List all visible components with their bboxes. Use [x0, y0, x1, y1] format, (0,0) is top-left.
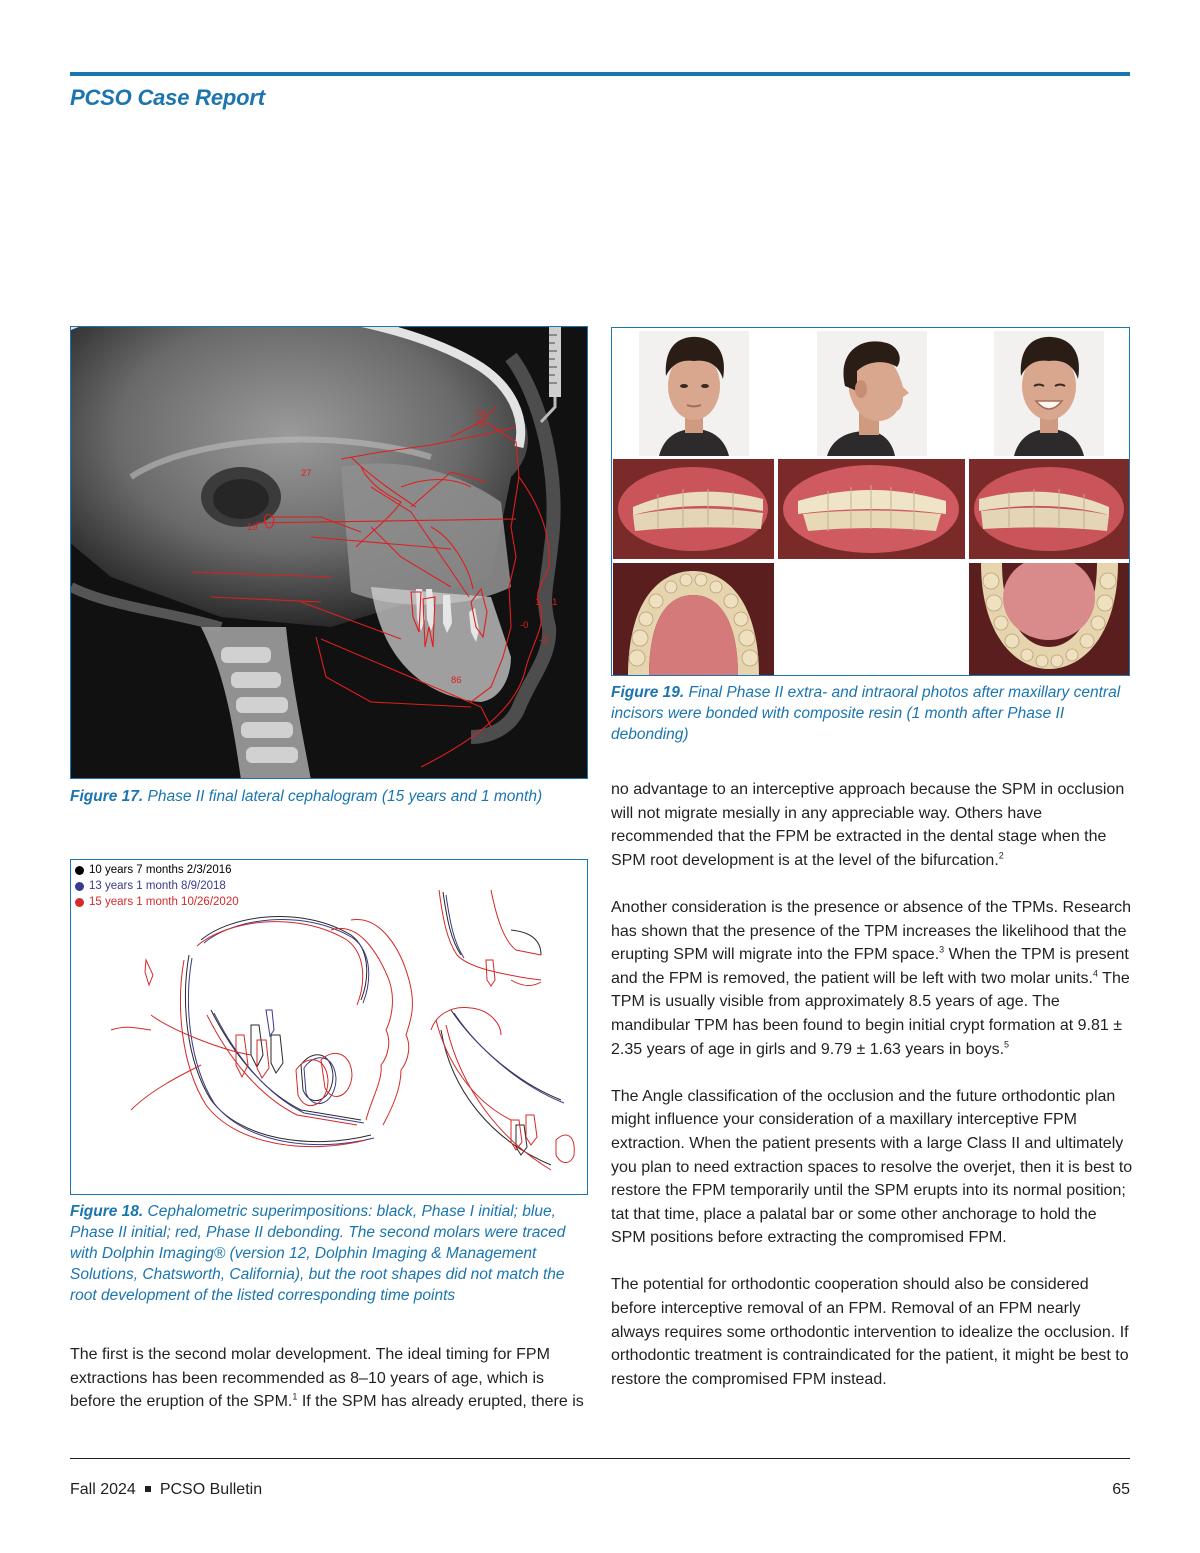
figure-18-superimposition — [70, 859, 588, 1195]
photo-intraoral-right — [613, 459, 774, 559]
right-paragraph-4: The potential for orthodontic cooperation should also be considered before interceptive removal of an FPM. Removal of an FPM nearly always requires some orthodontic intervention to idealize the occlusion. If orthodontic treatment is contraindicated for the patient, it might be best to restore the compromised FPM instead. — [611, 1276, 1129, 1388]
right-paragraph-1: no advantage to an interceptive approach because the SPM in occlusion will not migrate mesially in any appreciable way. Others have recommended that the FPM be extracted in the dental stage when the SPM root development is at the level of the bifurcation.$^2$ — [611, 781, 1125, 869]
legend-text: 13 years 1 month 8/9/2018 — [89, 880, 226, 892]
legend-dot-blue — [75, 882, 84, 891]
left-column-text — [70, 1343, 590, 1414]
ceph-annotation-78a: 78 — [475, 409, 486, 420]
figure-17-cephalogram — [70, 326, 588, 779]
photo-frontal-face — [639, 331, 749, 456]
legend-text: 10 years 7 months 2/3/2016 — [89, 864, 232, 876]
ceph-annotation-78b: 78 — [475, 419, 486, 430]
photo-occlusal-mandibular — [969, 563, 1130, 676]
legend-entry-phase-2-initial — [75, 878, 239, 894]
ceph-annotation-1: 1 — [535, 597, 541, 608]
ceph-annotation-19: 19 — [247, 522, 258, 533]
photo-smiling-face — [994, 331, 1104, 456]
figure-17-label: Figure 17. — [70, 788, 144, 805]
figure-17-caption-text: Phase II final lateral cephalogram (15 years and 1 month) — [143, 788, 543, 805]
superimposition-tracing — [71, 860, 588, 1195]
right-paragraph-2: Another consideration is the presence or absence of the TPMs. Research has shown that the presence of the TPM increases the likelihood that the erupting SPM will migrate into the FPM space.$^3$ When the TPM is present and the FPM is removed, the patient will be left with two molar units.$^4$ The TPM is usually visible from approximately 8.5 years of age. The mandibular TPM has been found to begin initial crypt formation at 9.81 ± 2.35 years of age in girls and 9.79 ± 1.63 years in boys.$^5$ — [611, 898, 1131, 1058]
ceph-annotation-neg3: -3 — [539, 635, 548, 646]
page-number: 65 — [1112, 1481, 1130, 1498]
photo-intraoral-frontal — [778, 459, 965, 559]
legend-entry-phase-1-initial — [75, 862, 239, 878]
footer-title: PCSO Bulletin — [159, 1481, 263, 1498]
figure-18-caption-text: Cephalometric superimpositions: black, Phase I initial; blue, Phase II initial; red, Phase II debonding. The second molars were traced with Dolphin Imaging® (version 12, Dolphin Imaging & Management Solutions, Chatsworth, California), but the root shapes did not match the root development of the listed corresponding time points — [70, 1203, 566, 1304]
figure-19-label: Figure 19. — [611, 684, 685, 701]
figure-19-caption — [611, 682, 1133, 745]
figure-19-photo-grid — [611, 327, 1130, 676]
photo-occlusal-maxillary — [613, 563, 774, 676]
superimposition-legend — [75, 862, 239, 910]
figure-17-caption — [70, 786, 590, 807]
photo-profile-face — [817, 331, 927, 456]
ceph-annotation-neg0: -0 — [520, 620, 529, 631]
right-paragraph-3: The Angle classification of the occlusion and the future orthodontic plan might influence your consideration of a maxillary interceptive FPM extraction. When the patient presents with a large Class II and ultimately you plan to need extraction spaces to resolve the overjet, then it is best to restore the FPM temporarily until the SPM erupts into its normal position; tat that time, place a palatal bar or some other anchorage to hold the SPM positions before extracting the compromised FPM. — [611, 1087, 1133, 1247]
cephalogram-image — [71, 327, 588, 779]
legend-entry-phase-2-debonding — [75, 894, 239, 910]
footer-rule — [70, 1458, 1130, 1459]
legend-dot-black — [75, 866, 84, 875]
photo-intraoral-left — [969, 459, 1130, 559]
ceph-annotation-86: 86 — [451, 675, 462, 686]
legend-dot-red — [75, 898, 84, 907]
ceph-annotation-neg1: -1 — [549, 597, 558, 608]
right-column-text — [611, 778, 1133, 1391]
header-rule — [70, 72, 1130, 76]
footer-publication — [70, 1481, 262, 1499]
ceph-annotation-27: 27 — [301, 468, 312, 479]
figure-19-caption-text: Final Phase II extra- and intraoral photos after maxillary central incisors were bonded with composite resin (1 month after Phase II debonding) — [611, 684, 1121, 743]
figure-18-caption — [70, 1201, 590, 1306]
running-header-title: PCSO Case Report — [70, 85, 265, 110]
footer-separator-square — [145, 1486, 151, 1492]
left-paragraph-1: The first is the second molar development. The ideal timing for FPM extractions has been recommended as 8–10 years of age, which is before the eruption of the SPM.$^1$ If the SPM has already erupted, there is — [70, 1346, 584, 1411]
footer-issue: Fall 2024 — [70, 1481, 136, 1498]
legend-text: 15 years 1 month 10/26/2020 — [89, 896, 239, 908]
figure-18-label: Figure 18. — [70, 1203, 144, 1220]
